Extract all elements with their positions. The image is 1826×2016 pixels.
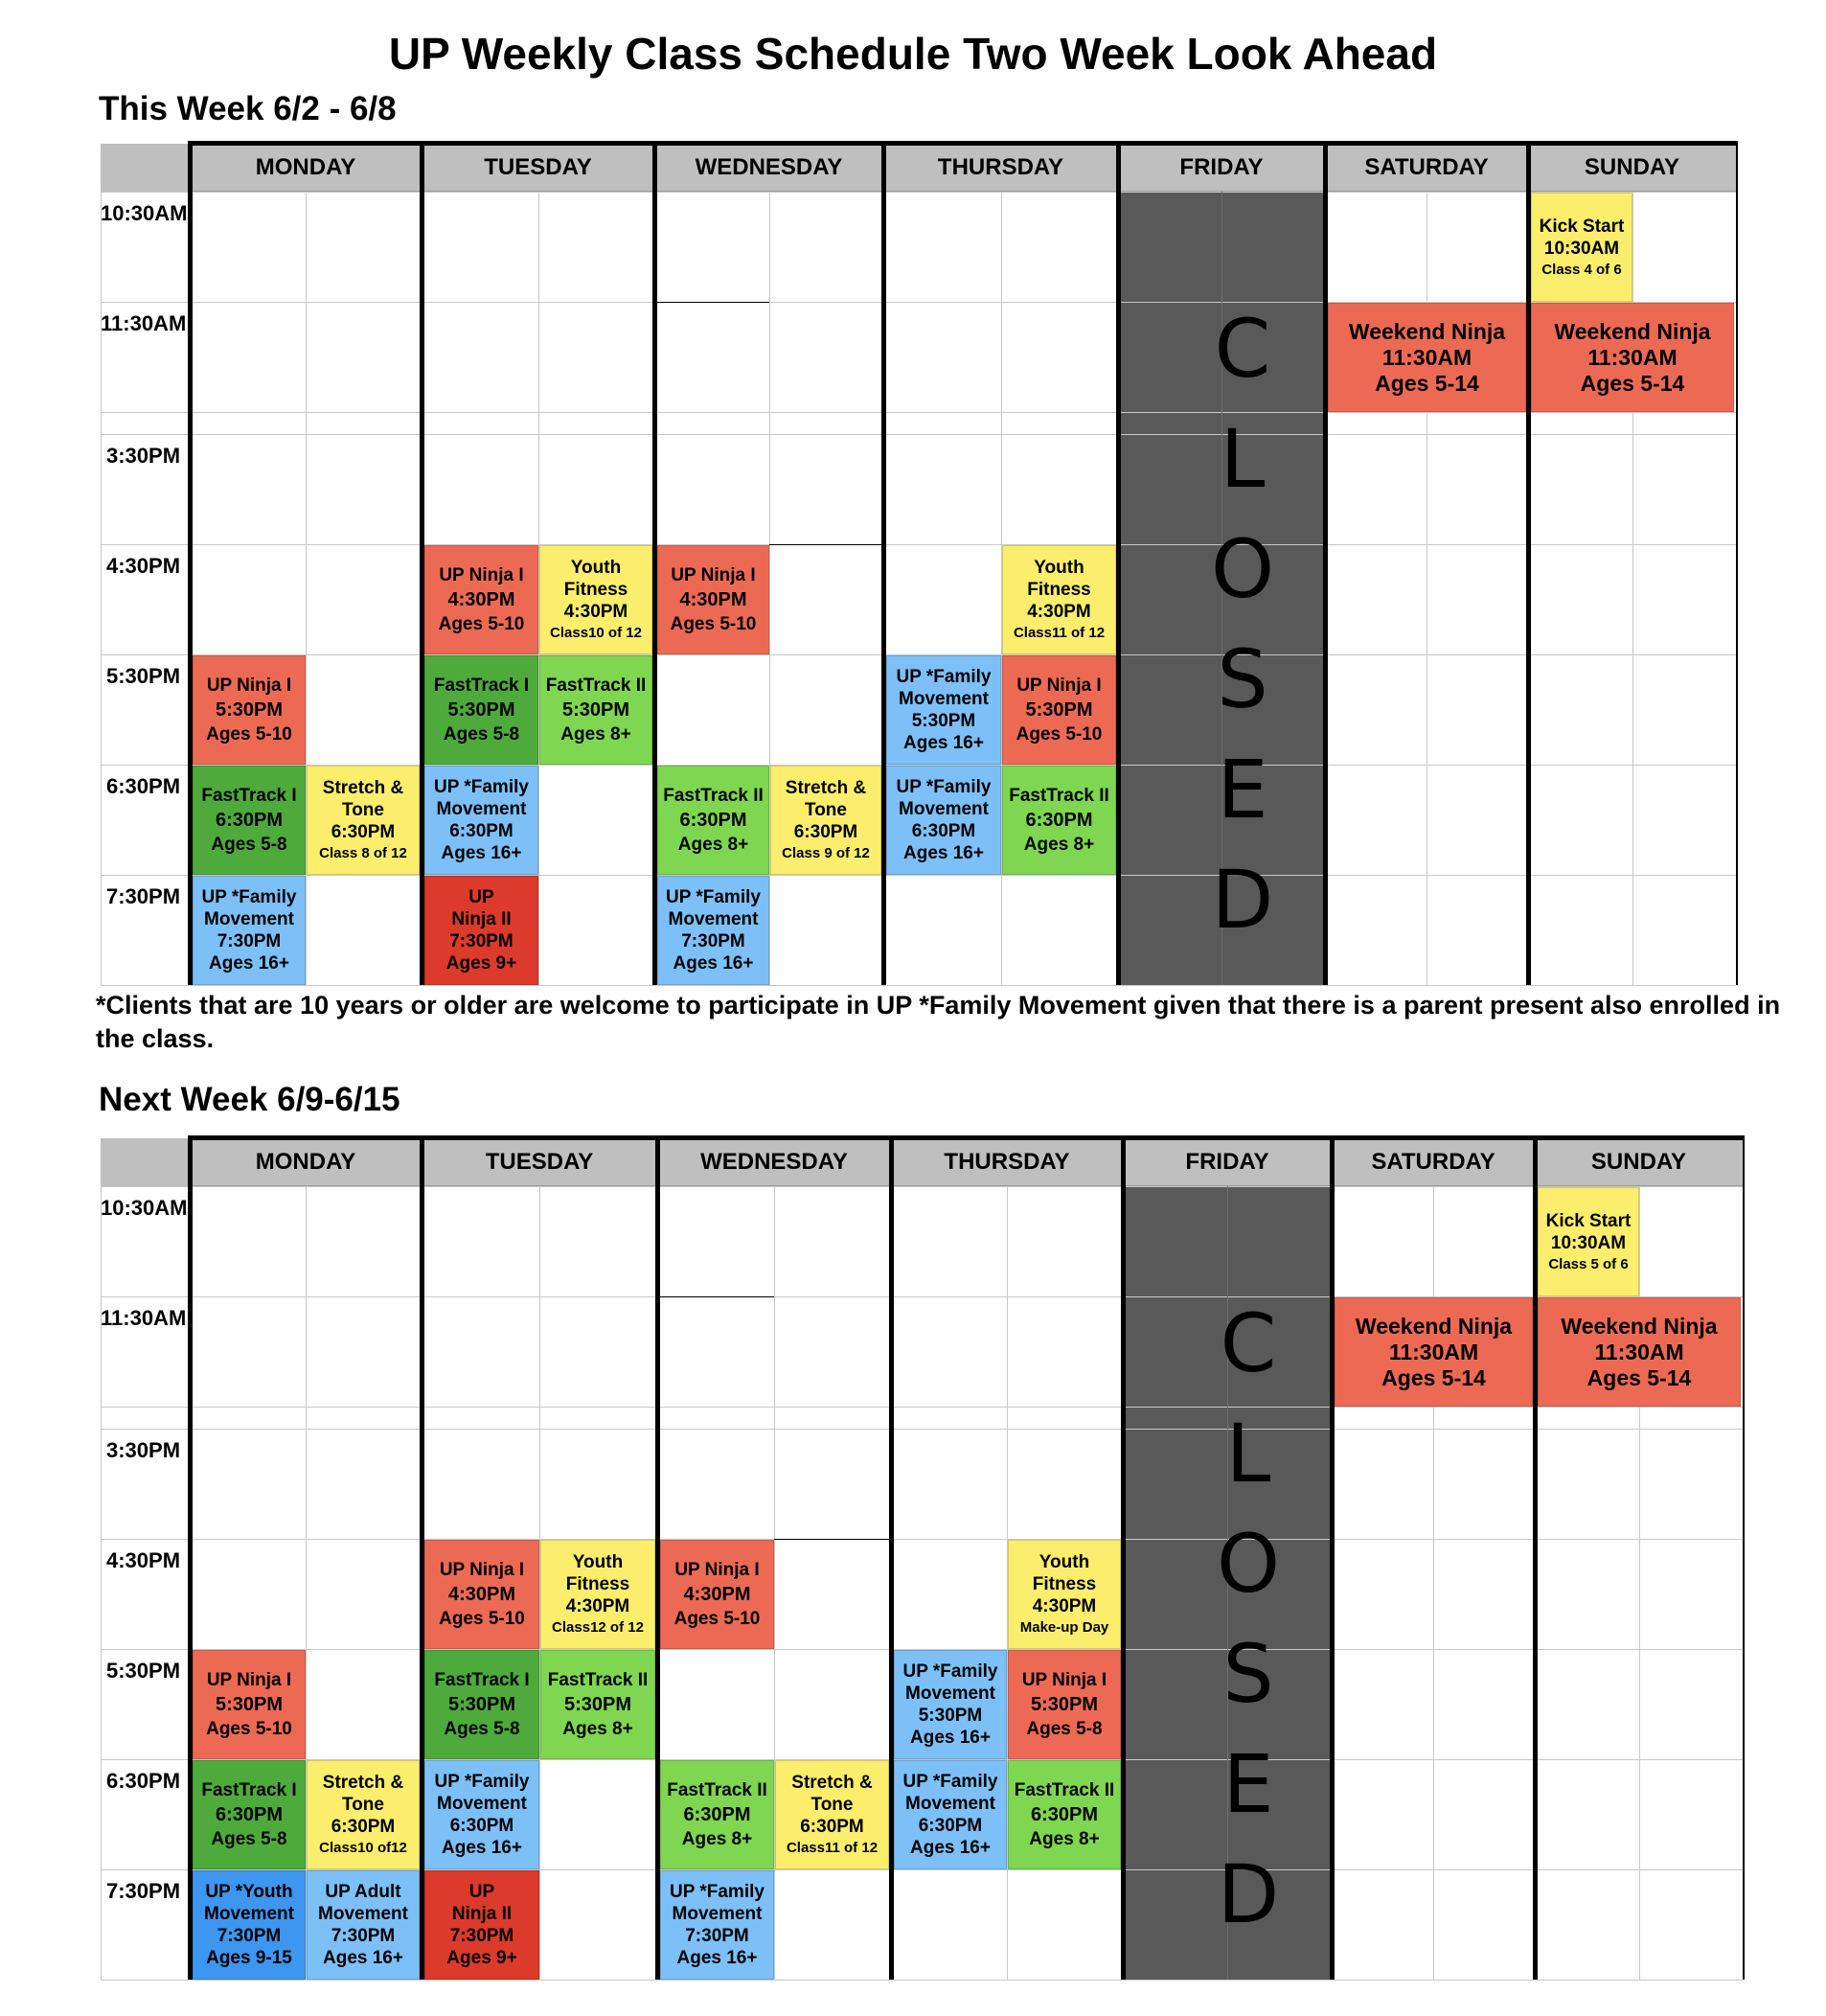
class-block-line: Weekend Ninja	[1348, 318, 1506, 344]
day-divider	[655, 1138, 660, 1980]
class-block-up-adult	[307, 1870, 420, 1980]
class-block-line: 4:30PM	[1027, 602, 1091, 622]
time-label: 3:30PM	[106, 444, 181, 468]
row-gridline	[101, 1980, 1743, 1981]
row-gridline	[101, 192, 1736, 193]
time-label: 11:30AM	[101, 1306, 187, 1330]
class-block-line: FastTrack I	[201, 1780, 297, 1800]
class-block-line: 11:30AM	[1594, 1339, 1684, 1364]
day-header-sunday: SUNDAY	[1528, 144, 1736, 192]
day-divider	[1330, 1138, 1335, 1980]
day-header-sunday: SUNDAY	[1535, 1138, 1743, 1186]
class-block-line: 7:30PM	[449, 931, 514, 951]
class-block-line: 5:30PM	[561, 699, 630, 721]
row-gridline	[101, 412, 1736, 413]
time-label: 4:30PM	[106, 554, 181, 578]
class-block-up-family	[894, 1650, 1007, 1759]
day-header-monday: MONDAY	[190, 1138, 422, 1186]
day-divider	[1121, 1138, 1126, 1980]
class-block-line: 6:30PM	[331, 822, 396, 842]
class-block-line: Fitness	[563, 580, 628, 600]
class-block-line: 11:30AM	[1587, 344, 1678, 370]
time-label: 6:30PM	[106, 774, 181, 798]
class-block-stretch	[770, 766, 881, 875]
header-top-border	[188, 141, 1738, 146]
class-block-weekend-ninja	[1335, 1297, 1533, 1407]
class-block-fasttrack-i	[193, 1760, 306, 1869]
class-block-kick-start	[1538, 1187, 1639, 1296]
class-block-line: Movement	[905, 1684, 995, 1704]
day-divider	[889, 1138, 894, 1980]
class-block-fasttrack-i	[193, 766, 306, 875]
class-block-line: Ages 16+	[903, 733, 984, 753]
class-block-line: Ages 8+	[560, 724, 631, 745]
day-divider	[881, 144, 886, 985]
class-block-line: 4:30PM	[1032, 1596, 1097, 1616]
day-header-thursday: THURSDAY	[891, 1138, 1123, 1186]
corner-header	[101, 1138, 190, 1187]
class-block-fasttrack-ii	[540, 1650, 655, 1759]
class-block-line: 6:30PM	[683, 1804, 751, 1825]
class-block-up	[424, 1870, 539, 1980]
closed-letter: S	[1222, 1627, 1274, 1721]
class-block-line: UP Adult	[325, 1882, 401, 1902]
day-header-tuesday: TUESDAY	[422, 1138, 657, 1186]
class-block-up-family	[193, 876, 306, 985]
class-block-kick-start	[1531, 193, 1632, 302]
cell-border	[769, 544, 884, 545]
class-block-line: UP	[468, 1882, 495, 1902]
class-block-line: Movement	[204, 909, 294, 929]
closed-letter: O	[1210, 522, 1275, 616]
class-block-up-family	[886, 655, 1001, 765]
class-block-line: 5:30PM	[918, 1706, 983, 1726]
closed-letter: D	[1211, 853, 1274, 947]
class-block-line: Stretch &	[791, 1773, 873, 1793]
class-block-line: Ages 16+	[910, 1838, 991, 1858]
class-block-line: Ages 16+	[441, 843, 522, 863]
class-block-line: 4:30PM	[447, 1584, 516, 1605]
time-label: 6:30PM	[106, 1769, 181, 1793]
class-block-fasttrack-ii	[657, 766, 769, 875]
class-block-line: Ninja II	[451, 1904, 513, 1924]
closed-letter: C	[1220, 1296, 1277, 1390]
closed-letter: S	[1217, 632, 1268, 726]
class-block-line: Movement	[318, 1904, 408, 1924]
day-header-wednesday: WEDNESDAY	[654, 144, 883, 192]
class-block-line: UP Ninja I	[439, 565, 524, 585]
class-block-line: Ages 5-10	[673, 1609, 761, 1629]
class-block-line: FastTrack II	[667, 1780, 767, 1800]
closed-letter: O	[1216, 1517, 1281, 1611]
class-block-up-family	[657, 876, 769, 985]
class-block-line: UP *Family	[896, 777, 992, 797]
class-block-line: Class 5 of 6	[1548, 1255, 1629, 1272]
class-block-line: Stretch &	[322, 1773, 404, 1793]
class-block-line: 7:30PM	[449, 1926, 514, 1946]
class-block-line: FastTrack II	[545, 676, 647, 696]
class-block-line: 6:30PM	[911, 821, 976, 841]
time-label: 4:30PM	[106, 1548, 181, 1572]
class-block-line: Ages 5-10	[1016, 724, 1103, 745]
class-block-line: UP Ninja I	[206, 1670, 292, 1690]
class-block-up-ninja-i	[424, 545, 538, 654]
row-gridline	[101, 1407, 1743, 1408]
class-block-line: Class11 of 12	[786, 1840, 879, 1856]
class-block-line: Class12 of 12	[552, 1619, 644, 1636]
class-block-line: Ages 5-10	[439, 1609, 525, 1629]
class-block-line: FastTrack I	[433, 676, 530, 696]
class-block-line: Ages 16+	[442, 1838, 522, 1858]
class-block-line: Ages 5-14	[1586, 1364, 1692, 1390]
class-block-line: UP Ninja I	[206, 676, 292, 696]
class-block-line: 4:30PM	[563, 602, 628, 622]
class-block-line: Ages 5-14	[1580, 370, 1685, 396]
class-block-up-family	[894, 1760, 1007, 1869]
class-block-up-ninja-i	[660, 1540, 774, 1649]
class-block-fasttrack-ii	[660, 1760, 774, 1869]
closed-letter: E	[1217, 743, 1268, 836]
class-block-line: Ages 9+	[445, 953, 517, 974]
class-block-up-ninja-i	[193, 1650, 306, 1759]
class-block-line: Ages 8+	[677, 835, 749, 855]
class-block-line: Weekend Ninja	[1554, 318, 1711, 344]
day-header-friday: FRIDAY	[1123, 1138, 1332, 1186]
class-block-line: UP *Family	[896, 667, 992, 687]
class-block-line: Ages 16+	[910, 1728, 991, 1748]
class-block-line: Make-up Day	[1019, 1619, 1109, 1636]
row-gridline	[101, 1186, 1743, 1187]
class-block-line: 4:30PM	[447, 589, 515, 610]
class-block-line: Fitness	[1032, 1574, 1097, 1594]
week-1-title: This Week 6/2 - 6/8	[99, 90, 397, 127]
class-block-line: Movement	[899, 799, 989, 819]
class-block-line: 6:30PM	[1030, 1804, 1099, 1825]
page-title: UP Weekly Class Schedule Two Week Look Ahead	[388, 29, 1438, 79]
class-block-line: FastTrack II	[1014, 1780, 1115, 1800]
class-block-up-ninja-i	[1002, 655, 1116, 765]
day-header-friday: FRIDAY	[1118, 144, 1325, 192]
class-block-youth	[1002, 545, 1116, 654]
class-block-line: UP Ninja I	[671, 565, 756, 585]
class-block-line: 7:30PM	[681, 931, 745, 951]
class-block-up-ninja-i	[1008, 1650, 1121, 1759]
class-block-line: 6:30PM	[793, 822, 858, 842]
class-block-line: 6:30PM	[918, 1816, 983, 1836]
day-divider	[188, 144, 193, 985]
class-block-fasttrack-i	[424, 655, 538, 765]
class-block-line: Class 4 of 6	[1541, 261, 1622, 278]
class-block-line: Ages 5-10	[206, 1719, 292, 1739]
day-divider	[188, 1138, 193, 1980]
class-block-line: Tone	[342, 1795, 384, 1815]
class-block-line: 7:30PM	[217, 931, 282, 951]
row-gridline	[101, 985, 1736, 986]
class-block-fasttrack-ii	[539, 655, 652, 765]
row-gridline	[101, 544, 1736, 545]
class-block-line: 6:30PM	[331, 1817, 396, 1837]
class-block-line: FastTrack I	[434, 1670, 530, 1690]
class-block-line: Weekend Ninja	[1561, 1313, 1718, 1339]
class-block-line: Ages 5-8	[211, 1829, 287, 1849]
class-block-line: Ages 16+	[673, 953, 754, 974]
class-block-line: Fitness	[1027, 580, 1091, 600]
day-header-saturday: SATURDAY	[1332, 1138, 1535, 1186]
class-block-line: 10:30AM	[1550, 1232, 1627, 1253]
corner-header	[101, 144, 190, 193]
class-block-line: 11:30AM	[1388, 1339, 1479, 1364]
class-block-line: UP	[468, 887, 494, 907]
class-block-line: UP *Family	[666, 887, 761, 907]
class-block-fasttrack-ii	[1002, 766, 1116, 875]
class-block-up-youth	[193, 1870, 306, 1980]
class-block-line: Ages 8+	[1023, 835, 1095, 855]
day-header-thursday: THURSDAY	[883, 144, 1118, 192]
class-block-line: UP *Family	[434, 1772, 530, 1792]
day-divider	[1116, 144, 1121, 985]
day-header-wednesday: WEDNESDAY	[657, 1138, 891, 1186]
class-block-line: 6:30PM	[215, 1804, 284, 1825]
class-block-up-ninja-i	[193, 655, 306, 765]
class-block-line: Ages 5-14	[1375, 370, 1479, 396]
day-divider	[420, 144, 424, 985]
class-block-fasttrack-ii	[1008, 1760, 1121, 1869]
class-block-line: 5:30PM	[447, 699, 515, 721]
class-block-fasttrack-i	[424, 1650, 539, 1759]
day-divider	[652, 144, 657, 985]
cell-border	[774, 1539, 891, 1540]
day-divider	[420, 1138, 424, 1980]
class-block-line: 6:30PM	[215, 810, 284, 831]
class-block-line: Ages 5-14	[1381, 1364, 1486, 1390]
class-block-line: Youth	[570, 558, 622, 578]
class-block-line: Tone	[342, 800, 384, 820]
class-block-line: Ages 16+	[323, 1948, 403, 1968]
day-header-saturday: SATURDAY	[1325, 144, 1528, 192]
class-block-line: Class 9 of 12	[782, 845, 870, 861]
class-block-line: 6:30PM	[449, 1816, 514, 1836]
class-block-line: Ages 5-8	[211, 835, 287, 855]
class-block-line: Stretch &	[322, 778, 404, 798]
class-block-line: Class 8 of 12	[319, 845, 407, 861]
class-block-line: 4:30PM	[683, 1584, 751, 1605]
day-header-tuesday: TUESDAY	[422, 144, 654, 192]
class-block-line: 5:30PM	[1030, 1694, 1099, 1715]
class-block-up-ninja-i	[657, 545, 769, 654]
class-block-line: FastTrack II	[1009, 786, 1109, 806]
class-block-line: Movement	[437, 1794, 527, 1814]
class-block-line: 6:30PM	[800, 1817, 864, 1837]
class-block-line: 6:30PM	[1025, 810, 1093, 831]
class-block-line: 10:30AM	[1543, 238, 1620, 259]
row-gridline	[101, 1429, 1743, 1430]
class-block-line: FastTrack I	[201, 786, 297, 806]
closed-letter: L	[1225, 1407, 1271, 1501]
class-block-up-family	[660, 1870, 774, 1980]
class-block-weekend-ninja	[1328, 303, 1526, 412]
class-block-line: FastTrack II	[547, 1670, 649, 1690]
row-gridline	[101, 1539, 1743, 1540]
class-block-line: 6:30PM	[449, 821, 514, 841]
class-block-line: Ages 9-15	[206, 1948, 292, 1968]
class-block-line: UP *Family	[902, 1661, 998, 1682]
class-block-line: Ages 5-10	[670, 614, 757, 634]
class-block-line: 5:30PM	[911, 711, 976, 731]
class-block-line: Weekend Ninja	[1355, 1313, 1513, 1339]
class-block-line: Youth	[1039, 1552, 1090, 1572]
class-block-line: Class10 of 12	[550, 625, 642, 641]
class-block-youth	[539, 545, 652, 654]
class-block-stretch	[307, 766, 420, 875]
class-block-line: 5:30PM	[447, 1694, 516, 1715]
cell-border	[657, 1296, 774, 1297]
class-block-line: Ages 5-8	[1026, 1719, 1103, 1739]
class-block-line: Movement	[672, 1904, 763, 1924]
class-block-line: Ages 16+	[903, 843, 984, 863]
class-block-line: UP *Family	[434, 777, 529, 797]
class-block-line: Ages 16+	[209, 953, 289, 974]
class-block-line: Ages 8+	[562, 1719, 633, 1739]
closed-letter: D	[1217, 1847, 1280, 1941]
class-block-line: UP Ninja I	[439, 1560, 525, 1580]
class-block-line: Kick Start	[1539, 216, 1625, 237]
class-block-line: Tone	[805, 800, 847, 820]
class-block-line: 4:30PM	[679, 589, 747, 610]
class-block-up	[424, 876, 538, 985]
footnote: *Clients that are 10 years or older are welcome to participate in UP *Family Movement given that there is a parent present also enrolled in the class.	[96, 991, 1781, 1053]
class-block-line: Youth	[572, 1552, 624, 1572]
class-block-line: Ages 8+	[1029, 1829, 1100, 1849]
class-block-line: Ages 8+	[681, 1829, 753, 1849]
class-block-youth	[1008, 1540, 1121, 1649]
class-block-line: Fitness	[565, 1574, 630, 1594]
class-block-line: UP *Family	[902, 1772, 998, 1792]
class-block-line: UP *Youth	[205, 1882, 293, 1902]
class-block-line: Ages 16+	[676, 1948, 758, 1968]
week-2-title: Next Week 6/9-6/15	[99, 1081, 400, 1118]
closed-letter: C	[1214, 302, 1271, 396]
class-block-line: UP Ninja I	[674, 1560, 760, 1580]
class-block-line: Kick Start	[1545, 1210, 1632, 1231]
class-block-up-family	[424, 766, 538, 875]
class-block-line: UP *Family	[670, 1882, 765, 1902]
class-block-line: Ages 5-8	[443, 724, 520, 745]
day-header-monday: MONDAY	[190, 144, 422, 192]
time-label: 7:30PM	[106, 884, 181, 908]
day-divider	[1526, 144, 1531, 985]
class-block-line: 6:30PM	[679, 810, 747, 831]
cell-border	[654, 302, 769, 303]
class-block-line: Ages 5-10	[206, 724, 292, 745]
class-block-line: Ages 5-8	[444, 1719, 520, 1739]
class-block-line: Movement	[905, 1794, 995, 1814]
class-block-line: Ninja II	[451, 909, 512, 929]
class-block-line: 5:30PM	[563, 1694, 632, 1715]
class-block-line: UP Ninja I	[1016, 676, 1102, 696]
time-label: 10:30AM	[101, 1196, 188, 1220]
class-block-line: UP Ninja I	[1021, 1670, 1107, 1690]
time-label: 11:30AM	[101, 311, 187, 335]
class-block-stretch	[775, 1760, 889, 1869]
class-block-line: Youth	[1034, 558, 1084, 578]
class-block-line: 4:30PM	[565, 1596, 630, 1616]
class-block-line: Movement	[668, 909, 759, 929]
row-gridline	[101, 434, 1736, 435]
class-block-line: Tone	[810, 1795, 854, 1815]
class-block-line: 5:30PM	[215, 699, 284, 721]
class-block-up-ninja-i	[424, 1540, 539, 1649]
class-block-up-family	[424, 1760, 539, 1869]
class-block-line: Stretch &	[785, 778, 867, 798]
time-label: 7:30PM	[106, 1879, 181, 1903]
class-block-line: 5:30PM	[215, 1694, 284, 1715]
time-label: 3:30PM	[106, 1438, 181, 1462]
class-block-line: Class10 of12	[319, 1840, 407, 1856]
time-label: 5:30PM	[106, 1659, 181, 1683]
class-block-line: 11:30AM	[1381, 344, 1472, 370]
class-block-line: 5:30PM	[1025, 699, 1093, 721]
class-block-stretch	[307, 1760, 420, 1869]
day-divider	[1323, 144, 1328, 985]
class-block-line: Movement	[436, 799, 527, 819]
class-block-line: Ages 5-10	[438, 614, 525, 634]
time-label: 5:30PM	[106, 664, 181, 688]
closed-letter: L	[1220, 412, 1266, 506]
closed-letter: E	[1222, 1737, 1274, 1831]
class-block-weekend-ninja	[1531, 303, 1734, 412]
class-block-line: Ages 9+	[446, 1948, 517, 1968]
class-block-weekend-ninja	[1538, 1297, 1741, 1407]
class-block-line: Movement	[899, 689, 989, 709]
class-block-line: Class11 of 12	[1013, 625, 1106, 641]
class-block-line: Movement	[204, 1904, 294, 1924]
class-block-line: UP *Family	[201, 887, 297, 907]
day-divider	[1533, 1138, 1538, 1980]
row-gridline	[101, 875, 1736, 876]
class-block-line: 7:30PM	[331, 1926, 396, 1946]
class-block-line: 7:30PM	[217, 1926, 282, 1946]
time-label: 10:30AM	[101, 201, 188, 225]
class-block-up-family	[886, 766, 1001, 875]
header-top-border	[188, 1135, 1745, 1140]
class-block-line: FastTrack II	[663, 786, 764, 806]
class-block-line: 7:30PM	[685, 1926, 749, 1946]
class-block-youth	[540, 1540, 655, 1649]
day-divider	[1736, 144, 1738, 985]
day-divider	[1743, 1138, 1745, 1980]
